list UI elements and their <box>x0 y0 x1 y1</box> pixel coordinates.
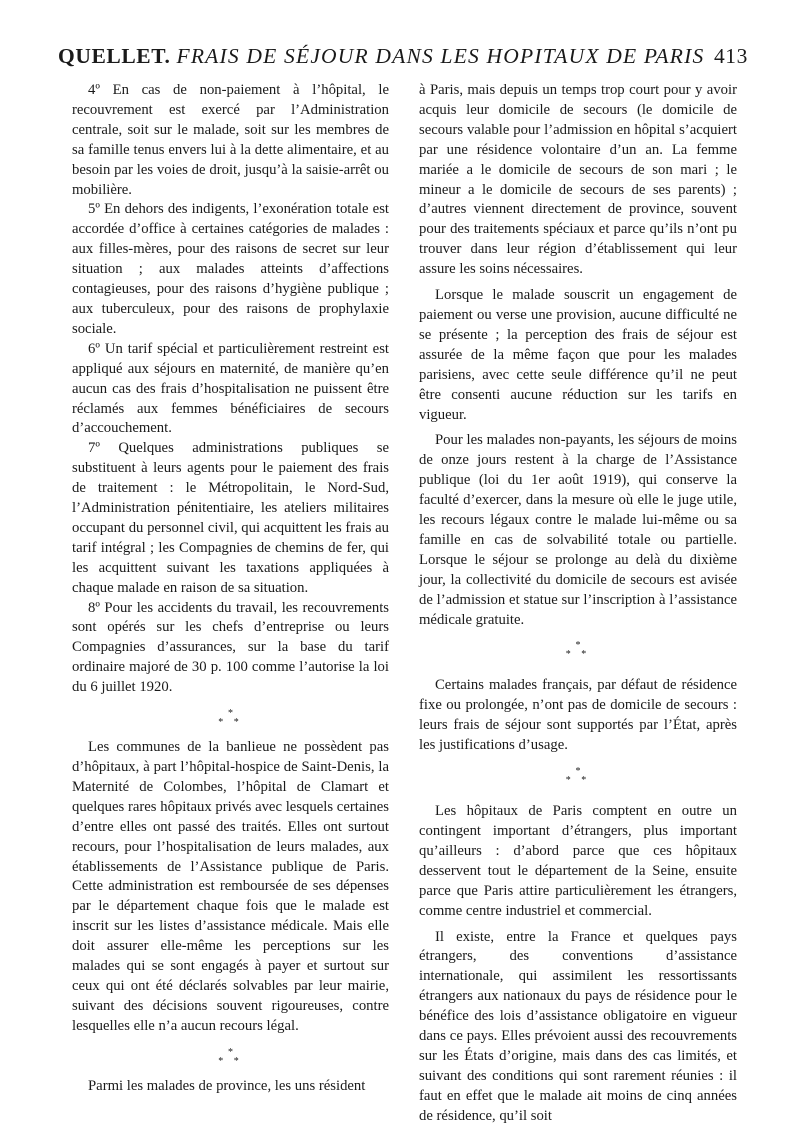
running-header <box>58 44 748 74</box>
paragraph-engagement: Lorsque le malade souscrit un engagement de paiement ou verse une provision, aucune difficulté ne se présente ; la perception des frais de séjour est assurée de la même façon que pour les malades parisiens, avec cette seule différence qu’il ne peut être consenti aucune réduction sur les tarifs en vigueur. <box>419 287 737 423</box>
page-number: 413 <box>713 44 748 68</box>
section-separator <box>72 698 389 738</box>
right-column <box>419 81 737 1127</box>
paragraph-province: Parmi les malades de province, les uns résident <box>88 1077 366 1094</box>
paragraph-item-8: 8º Pour les accidents du travail, les recouvrements sont opérés sur les chefs d’entreprise ou leurs Compagnies d’assurances, sur la base du tarif ordinaire majoré de 30 p. 100 comme l’autorise la loi du 6 juillet 1920. <box>72 599 389 696</box>
separator-top: * <box>228 1046 233 1058</box>
separator-bottom: * * <box>218 1055 243 1067</box>
separator-top: * <box>575 766 581 778</box>
separator-bottom: * * <box>218 717 243 729</box>
paragraph-item-6: 6º Un tarif spécial et particulièrement restreint est appliqué aux séjours en maternité, de manière qu’en aucun cas des frais d’hospitalisation ne puissent être réclamés aux femmes bénéficiaires de secours d’accouchement. <box>72 340 389 437</box>
paragraph-conventions: Il existe, entre la France et quelques pays étrangers, des conventions d’assistance internationale, qui assimilent les ressortissants étrangers aux nationaux du pays de résidence pour le bénéfice des lois d’assistance obligatoire en vigueur dans ce pays. Elles prévoient aussi des recouvrements sur les États d’origine, mais dans des cas limités, et suivant des conditions qui sont rarement réunies : il faut en effet que le malade ait moins de cinq années de résidence, qu’il soit <box>419 928 737 1124</box>
paragraph-province-cont: à Paris, mais depuis un temps trop court pour y avoir acquis leur domicile de secours (le domicile de secours valable pour l’admission en hôpital s’acquiert par une résidence volontaire d’un an. La femme mariée a le domicile de secours de son mari ; le mineur a le domicile de secours de ses parents) ; d’autres viennent directement de province, souvent pour des traitements spéciaux et parce qu’ils n’ont pu trouver dans leur région d’établissement qui leur assure les soins nécessaires. <box>419 82 737 278</box>
section-separator <box>72 1037 389 1077</box>
header-author: QUELLET. <box>58 44 171 68</box>
header-running-title: FRAIS DE SÉJOUR DANS LES HOPITAUX DE PARIS <box>176 44 705 68</box>
separator-top: * <box>228 708 233 720</box>
section-separator <box>419 756 737 796</box>
section-separator <box>419 630 737 670</box>
paragraph-banlieue: Les communes de la banlieue ne possèdent pas d’hôpitaux, à part l’hôpital-hospice de Saint-Denis, la Maternité de Colombes, l’hôpital de Clamart et quelques rares hôpitaux privés avec lesquels certaines d’entre elles ont passé des traités. Elles ont surtout recours, pour l’hospitalisation de leurs malades, aux établissements de l’Assistance publique de Paris. Cette administration est remboursée de ses dépenses par le département chaque fois que le malade est inscrit sur les listes d’assistance médicale. Mais elle doit assurer elle-même les perceptions sur les malades qui se sont engagés à payer et surtout sur ceux qui ont été déclarés solvables par leur mairie, suivant des décisions souvent rigoureuses, contre lesquelles elle n’a aucun recours légal. <box>72 739 389 1034</box>
paragraph-item-7: 7º Quelques administrations publiques se substituent à leurs agents pour le paiement des frais de traitement : le Métropolitain, le Nord-Sud, l’Administration pénitentiaire, les ateliers militaires occupant du personnel civil, qui acquittent les frais au tarif intégral ; les Compagnies de chemins de fer, qui les acquittent suivant les taxations appliquées à chaque malade en raison de sa situation. <box>72 440 389 596</box>
paragraph-etat: Certains malades français, par défaut de résidence fixe ou prolongée, n’ont pas de domicile de secours : leurs frais de séjour sont supportés par l’État, après les justifications d’usage. <box>419 677 737 754</box>
separator-bottom: * * <box>565 775 591 787</box>
separator-bottom: * * <box>565 649 591 661</box>
paragraph-item-5: 5º En dehors des indigents, l’exonération totale est accordée d’office à certaines catégories de malades : aux filles-mères, pour des raisons de secret sur leur situation ; aux malades atteints d’affections contagieuses, pour des raisons d’hygiène publique ; aux tuberculeux, pour des raisons de prophylaxie sociale. <box>72 201 389 337</box>
paragraph-item-4: 4º En cas de non-paiement à l’hôpital, le recouvrement est exercé par l’Administration centrale, soit sur le malade, soit sur les membres de sa famille tenus envers lui à la dette alimentaire, et au besoin par les voies de droit, jusqu’à la saisie-arrêt ou mobilière. <box>72 82 389 198</box>
paragraph-etrangers: Les hôpitaux de Paris comptent en outre un contingent important d’étrangers, plus important qu’ailleurs : d’abord parce que ces hôpitaux desservent tout le département de la Seine, ensuite parce que Paris attire particulièrement les étrangers, comme centre industriel et commercial. <box>419 803 737 919</box>
paragraph-non-payants: Pour les malades non-payants, les séjours de moins de onze jours restent à la charge de l’Assistance publique (loi du 1er août 1919), qui conserve la faculté d’exercer, dans la mesure où elle le juge utile, les recours légaux contre le malade lui-même ou sa famille en cas de solvabilité totale ou partielle. Lorsque le séjour se prolonge au delà du dixième jour, la collectivité du domicile de secours est avisée de l’admission et statue sur l’inscription à l’assistance médicale gratuite. <box>419 432 737 628</box>
separator-top: * <box>575 640 581 652</box>
left-column <box>72 81 389 1097</box>
